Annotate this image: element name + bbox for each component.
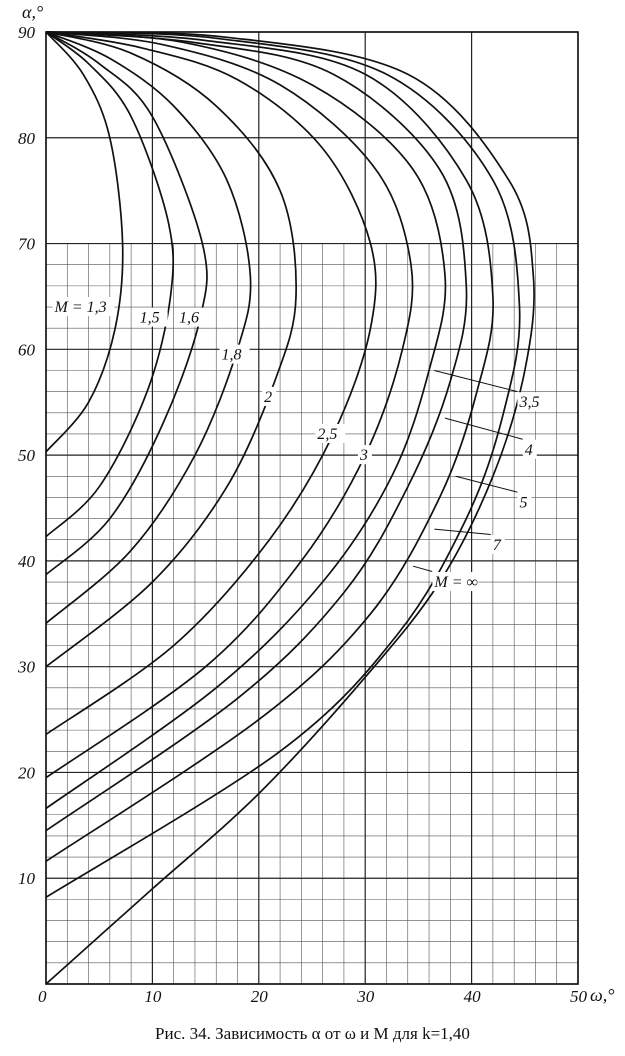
series-label: M = ∞ — [434, 574, 478, 592]
series-line — [46, 32, 520, 897]
series-label: 1,6 — [179, 309, 199, 327]
x-axis-label: ω,° — [590, 985, 615, 1005]
y-tick-label: 70 — [18, 234, 35, 254]
x-tick-label: 30 — [357, 987, 375, 1006]
curve-labels — [53, 297, 548, 591]
series-label: 2,5 — [317, 425, 338, 443]
x-tick-label: 50 — [570, 987, 587, 1006]
series-line — [46, 32, 123, 452]
y-tick-label: 30 — [18, 657, 35, 677]
series-label: 2 — [264, 388, 273, 406]
series-line — [46, 32, 467, 831]
series-label: 1,5 — [139, 309, 160, 327]
label-leader-line — [434, 529, 490, 534]
plot-frame — [46, 32, 578, 984]
y-tick-label: 20 — [18, 763, 35, 783]
label-leader-line — [434, 370, 517, 391]
curves — [46, 32, 534, 984]
series-label: 3,5 — [519, 394, 540, 412]
figure-caption: Рис. 34. Зависимость α от ω и М для k=1,40 — [155, 1024, 470, 1043]
series-line — [46, 32, 534, 984]
y-tick-label: 40 — [18, 551, 35, 571]
series-label: 5 — [519, 494, 528, 512]
y-tick-label: 10 — [18, 869, 35, 889]
y-tick-label: 50 — [18, 446, 35, 466]
label-leader-line — [413, 566, 432, 571]
x-tick-label: 10 — [144, 987, 162, 1006]
series-label: M = 1,3 — [54, 299, 107, 317]
major-grid — [46, 32, 578, 984]
y-tick-label: 90 — [18, 23, 35, 42]
series-line — [46, 32, 251, 623]
series-label: 1,8 — [221, 346, 242, 364]
y-tick-label: 60 — [18, 340, 35, 360]
x-tick-label: 20 — [250, 987, 268, 1006]
y-axis-label: α,° — [22, 2, 44, 22]
minor-grid — [46, 244, 578, 984]
x-tick-label: 0 — [38, 987, 47, 1006]
series-label: 7 — [492, 537, 501, 555]
series-line — [46, 32, 413, 778]
series-label: 4 — [524, 441, 533, 459]
label-leader-line — [445, 418, 523, 439]
series-label: 3 — [359, 447, 368, 465]
y-tick-label: 80 — [18, 128, 35, 148]
x-tick-label: 40 — [463, 987, 481, 1006]
